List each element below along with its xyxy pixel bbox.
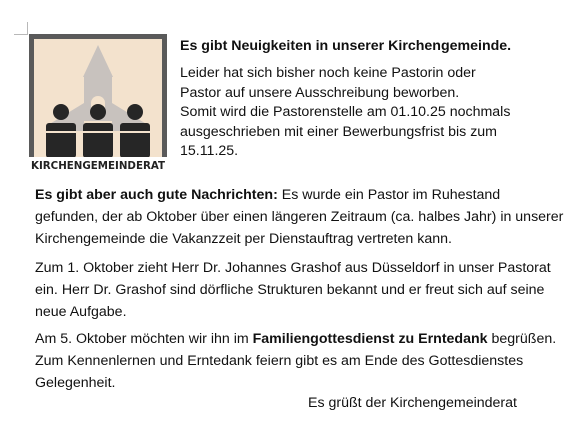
service-text-after: begrüßen. Zum Kennenlernen und Erntedank feiern gibt es am Ende des Gottesdienstes Gelegenheit. bbox=[35, 331, 557, 391]
kirchengemeinderat-logo bbox=[28, 33, 168, 173]
service-name: Familiengottesdienst zu Erntedank bbox=[252, 331, 488, 347]
good-news-paragraph bbox=[35, 184, 565, 250]
news-heading: Es gibt Neuigkeiten in unserer Kirchengemeinde. bbox=[180, 38, 512, 54]
good-news-text: Es wurde ein Pastor im Ruhestand gefunden, der ab Oktober über einen längeren Zeitraum (ca. halbes Jahr) in unserer Kirchengemeinde die Vakanzzeit per Dienstauftrag vertreten kann. bbox=[35, 187, 564, 247]
page-corner-marker bbox=[14, 22, 28, 35]
pastor-arrival-paragraph: Zum 1. Oktober zieht Herr Dr. Johannes Grashof aus Düsseldorf in unser Pastorat ein. Herr Dr. Grashof sind dörfliche Strukturen bekannt und er freut sich auf seine neue Aufgabe. bbox=[35, 260, 551, 320]
closing-greeting: Es grüßt der Kirchengemeinderat bbox=[308, 395, 517, 411]
service-paragraph bbox=[35, 328, 565, 394]
intro-section bbox=[180, 37, 565, 162]
service-text-before: Am 5. Oktober möchten wir ihn im bbox=[35, 331, 253, 347]
intro-text: Leider hat sich bisher noch keine Pastorin oder Pastor auf unsere Ausschreibung beworben. Somit wird die Pastorenstelle am 01.10.25 nochmals ausgeschrieben mit einer Bewerbungsfrist bis zum 15.11.25. bbox=[180, 65, 511, 160]
good-news-lead: Es gibt aber auch gute Nachrichten: bbox=[35, 187, 278, 203]
logo-caption: KIRCHENGEMEINDERAT bbox=[31, 159, 166, 172]
